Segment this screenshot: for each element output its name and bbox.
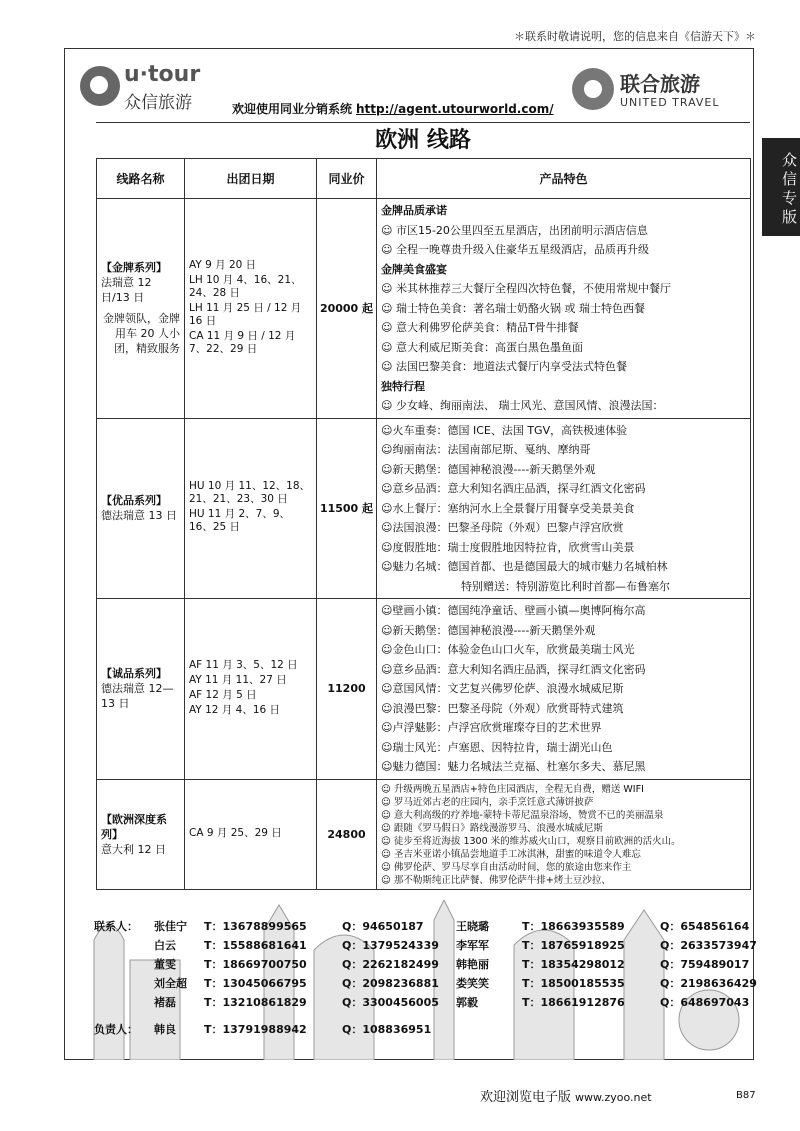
united-travel-logo	[572, 68, 742, 118]
departure-date: AF 11 月 3、5、12 日	[189, 658, 298, 671]
route-label: 德法瑞意 12—13 日	[101, 682, 174, 711]
route-name-cell	[97, 779, 185, 889]
feature-item: ☺意乡品酒：意大利知名酒庄品酒，探寻红酒文化密码	[381, 662, 646, 676]
contact-name: 白云	[154, 939, 176, 952]
contacts-label: 联系人：	[94, 920, 138, 933]
feature-item: ☺ 法国巴黎美食：地道法式餐厅内享受法式特色餐	[381, 360, 627, 373]
agent-url-link[interactable]: http://agent.utourworld.com/	[356, 102, 554, 116]
feature-item: ☺壁画小镇：德国纯净童话、壁画小镇—奥博阿梅尔高	[381, 604, 646, 617]
feature-item: ☺卢浮魅影：卢浮宫欣赏璀璨夺目的艺术世界	[381, 721, 602, 734]
features-cell	[377, 418, 751, 599]
contact-phone: T：18354298012	[522, 958, 625, 971]
route-name-cell	[97, 599, 185, 780]
contact-name: 张佳宁	[154, 920, 187, 933]
feature-item: ☺ 圣吉米亚诺小镇品尝地道手工冰淇淋，甜蜜的味道令人难忘	[381, 848, 641, 860]
feature-item: ☺ 全程一晚尊贵升级入住豪华五星级酒店，品质再升级	[381, 243, 649, 256]
footer-site-link[interactable]: www.zyoo.net	[575, 1091, 652, 1104]
welcome-text: 欢迎使用同业分销系统	[232, 102, 353, 116]
features-cell	[377, 599, 751, 780]
route-name-cell	[97, 418, 185, 599]
departure-date: HU 10 月 11、12、18、21、21、23、30 日	[189, 480, 311, 506]
footer-text: 欢迎浏览电子版	[480, 1090, 572, 1105]
manager-name: 韩良	[154, 1023, 176, 1036]
feature-item: ☺ 升级两晚五星酒店+特色庄园酒店，全程无自费，赠送 WIFI	[381, 783, 644, 795]
feature-item: ☺ 那不勒斯纯正比萨餐、佛罗伦萨牛排+烤土豆沙拉、	[381, 874, 611, 886]
united-travel-logo-cn: 联合旅游	[620, 72, 700, 96]
feature-item: ☺ 少女峰、绚丽南法、 瑞士风光、意国风情、浪漫法国：	[381, 399, 664, 412]
routes-table	[96, 158, 751, 890]
departure-date: AY 12 月 4、16 日	[189, 703, 281, 716]
united-travel-logo-en: UNITED TRAVEL	[620, 96, 720, 109]
header-features: 产品特色	[377, 159, 751, 199]
route-name-cell	[97, 199, 185, 419]
feature-heading: 独特行程	[381, 379, 425, 393]
feature-item: ☺ 罗马近郊古老的庄园内，亲手烹饪意式薄饼披萨	[381, 796, 594, 808]
feature-item: ☺ 瑞士特色美食：著名瑞士奶酪火锅 或 瑞士特色西餐	[381, 301, 645, 315]
utour-logo-cn: 众信旅游	[124, 93, 192, 113]
dates-cell	[185, 779, 317, 889]
feature-item: ☺火车重奏：德国 ICE、法国 TGV，高铁极速体验	[381, 423, 628, 437]
contact-name: 娄笑笑	[456, 977, 489, 990]
contact-name: 郭毅	[456, 996, 478, 1009]
feature-item: ☺ 意大利佛罗伦萨美食：精品T骨牛排餐	[381, 321, 579, 334]
feature-item: ☺ 跟随《罗马假日》路线漫游罗马、浪漫水城威尼斯	[381, 822, 603, 834]
route-label: 意大利 12 日	[101, 842, 166, 856]
footer	[480, 1086, 756, 1105]
page-title-row	[96, 122, 750, 158]
feature-item: ☺浪漫巴黎：巴黎圣母院（外观）欣赏哥特式建筑	[381, 701, 624, 715]
header-route-name: 线路名称	[97, 159, 185, 199]
source-note: ＊联系时敬请说明，您的信息来自《信游天下》＊	[514, 30, 756, 43]
contact-phone: T：18500185535	[522, 977, 625, 990]
feature-item: ☺ 意大利高级的疗养地-蒙特卡蒂尼温泉浴场，赞赏不已的美丽温泉	[381, 809, 664, 821]
contact-phone: T：13678899565	[204, 920, 307, 933]
dates-cell	[185, 599, 317, 780]
departure-date: HU 11 月 2、7、9、16、25 日	[189, 508, 290, 534]
header-price: 同业价	[317, 159, 377, 199]
feature-item: ☺魅力名城：德国首都、也是德国最大的城市魅力名城柏林	[381, 560, 668, 573]
side-tab: 众信专版	[762, 138, 800, 236]
contact-phone: T：15588681641	[204, 939, 307, 952]
contact-phone: T：18669700750	[204, 958, 307, 971]
price-cell: 24800	[317, 779, 377, 889]
departure-date: AY 11 月 11、27 日	[189, 673, 287, 686]
feature-item: ☺瑞士风光：卢塞恩、因特拉肯，瑞士湖光山色	[381, 740, 613, 754]
utour-logo-icon	[80, 66, 120, 106]
dates-cell	[185, 418, 317, 599]
table-row	[97, 599, 751, 780]
feature-item: ☺魅力德国：魅力名城法兰克福、杜塞尔多夫、慕尼黑	[381, 760, 646, 773]
series-label: 【诚品系列】	[101, 667, 167, 681]
feature-item: ☺ 佛罗伦萨、罗马尽享自由活动时间，您的旅途由您来作主	[381, 861, 632, 873]
route-desc: 金牌领队，金牌用车 20 人小团，精致服务	[103, 312, 180, 356]
feature-item: ☺新天鹅堡：德国神秘浪漫----新天鹅堡外观	[381, 462, 596, 476]
manager-label: 负责人：	[94, 1023, 138, 1036]
contact-qq: Q：1379524339	[342, 939, 439, 952]
feature-item: ☺意乡品酒：意大利知名酒庄品酒，探寻红酒文化密码	[381, 482, 646, 495]
contact-qq: Q：2633573947	[660, 939, 757, 952]
feature-heading: 金牌品质承诺	[381, 204, 447, 217]
table-row	[97, 418, 751, 599]
contact-qq: Q：759489017	[660, 958, 750, 971]
departure-date: CA 9 月 25、29 日	[189, 826, 282, 839]
route-label: 德法瑞意 13 日	[101, 509, 177, 523]
contact-qq: Q：2098236881	[342, 977, 439, 990]
contact-phone: T：18765918925	[522, 939, 625, 952]
contact-qq: Q：654856164	[660, 920, 750, 933]
feature-item: ☺ 意大利威尼斯美食：高蛋白黑色墨鱼面	[381, 340, 583, 354]
contact-qq: Q：2198636429	[660, 977, 757, 990]
feature-item: ☺ 米其林推荐三大餐厅全程四次特色餐，不使用常规中餐厅	[381, 282, 671, 295]
contact-qq: Q：3300456005	[342, 996, 439, 1009]
departure-date: CA 11 月 9 日 / 12 月 7、22、29 日	[189, 329, 296, 355]
series-label: 【欧洲深度系列】	[101, 812, 167, 841]
features-cell	[377, 779, 751, 889]
series-label: 【优品系列】	[101, 494, 167, 508]
price-cell: 11500 起	[317, 418, 377, 599]
feature-heading: 金牌美食盛宴	[381, 262, 447, 276]
feature-item: 特别赠送：特别游览比利时首都—布鲁塞尔	[461, 579, 670, 593]
route-label: 法瑞意 12 日/13 日	[101, 276, 152, 305]
table-header-row	[97, 159, 751, 199]
features-cell	[377, 199, 751, 419]
page-number: B87	[736, 1090, 756, 1101]
dates-cell	[185, 199, 317, 419]
contact-phone: T：13045066795	[204, 977, 307, 990]
feature-item: ☺度假胜地：瑞士度假胜地因特拉肯，欣赏雪山美景	[381, 540, 635, 554]
utour-logo	[80, 62, 220, 118]
manager-qq: Q：108836951	[342, 1023, 432, 1036]
contact-phone: T：18663935589	[522, 920, 625, 933]
table-row	[97, 779, 751, 889]
contact-phone: T：13210861829	[204, 996, 307, 1009]
contact-phone: T：18661912876	[522, 996, 625, 1009]
page-title: 欧洲 线路	[375, 128, 471, 153]
contact-qq: Q：2262182499	[342, 958, 439, 971]
departure-date: LH 11 月 25 日 / 12 月 16 日	[189, 301, 302, 327]
contact-name: 韩艳丽	[456, 958, 489, 971]
feature-item: ☺水上餐厅：塞纳河水上全景餐厅用餐享受美景美食	[381, 501, 635, 515]
contact-qq: Q：94650187	[342, 920, 424, 933]
price-cell: 11200	[317, 599, 377, 780]
contact-name: 刘全超	[154, 977, 187, 990]
series-label: 【金牌系列】	[101, 261, 167, 275]
feature-item: ☺ 徒步至将近海拔 1300 米的维苏威火山口，观察目前欧洲的活火山。	[381, 835, 681, 847]
departure-date: LH 10 月 4、16、21、24、28 日	[189, 273, 302, 299]
manager-phone: T：13791988942	[204, 1023, 307, 1036]
feature-item: ☺法国浪漫：巴黎圣母院（外观）巴黎卢浮宫欣赏	[381, 521, 624, 534]
united-travel-logo-icon	[572, 68, 614, 110]
welcome-banner	[232, 100, 554, 117]
price-cell: 20000 起	[317, 199, 377, 419]
contact-qq: Q：648697043	[660, 996, 750, 1009]
utour-logo-en: u·tour	[124, 62, 201, 87]
header-dates: 出团日期	[185, 159, 317, 199]
feature-item: ☺金色山口：体验金色山口火车，欣赏最美瑞士风光	[381, 643, 635, 656]
feature-item: ☺ 市区15-20公里四至五星酒店，出团前明示酒店信息	[381, 223, 648, 237]
contacts-section	[64, 900, 757, 1060]
contact-name: 褚磊	[154, 996, 176, 1009]
table-row	[97, 199, 751, 419]
contact-name: 董雯	[154, 958, 176, 971]
departure-date: AF 12 月 5 日	[189, 688, 257, 701]
contact-name: 李军军	[456, 939, 489, 952]
feature-item: ☺绚丽南法：法国南部尼斯、戛纳、摩纳哥	[381, 443, 591, 456]
contact-name: 王晓璐	[456, 920, 489, 933]
departure-date: AY 9 月 20 日	[189, 258, 257, 271]
feature-item: ☺意国风情：文艺复兴佛罗伦萨、浪漫水城威尼斯	[381, 682, 624, 695]
feature-item: ☺新天鹅堡：德国神秘浪漫----新天鹅堡外观	[381, 623, 596, 637]
